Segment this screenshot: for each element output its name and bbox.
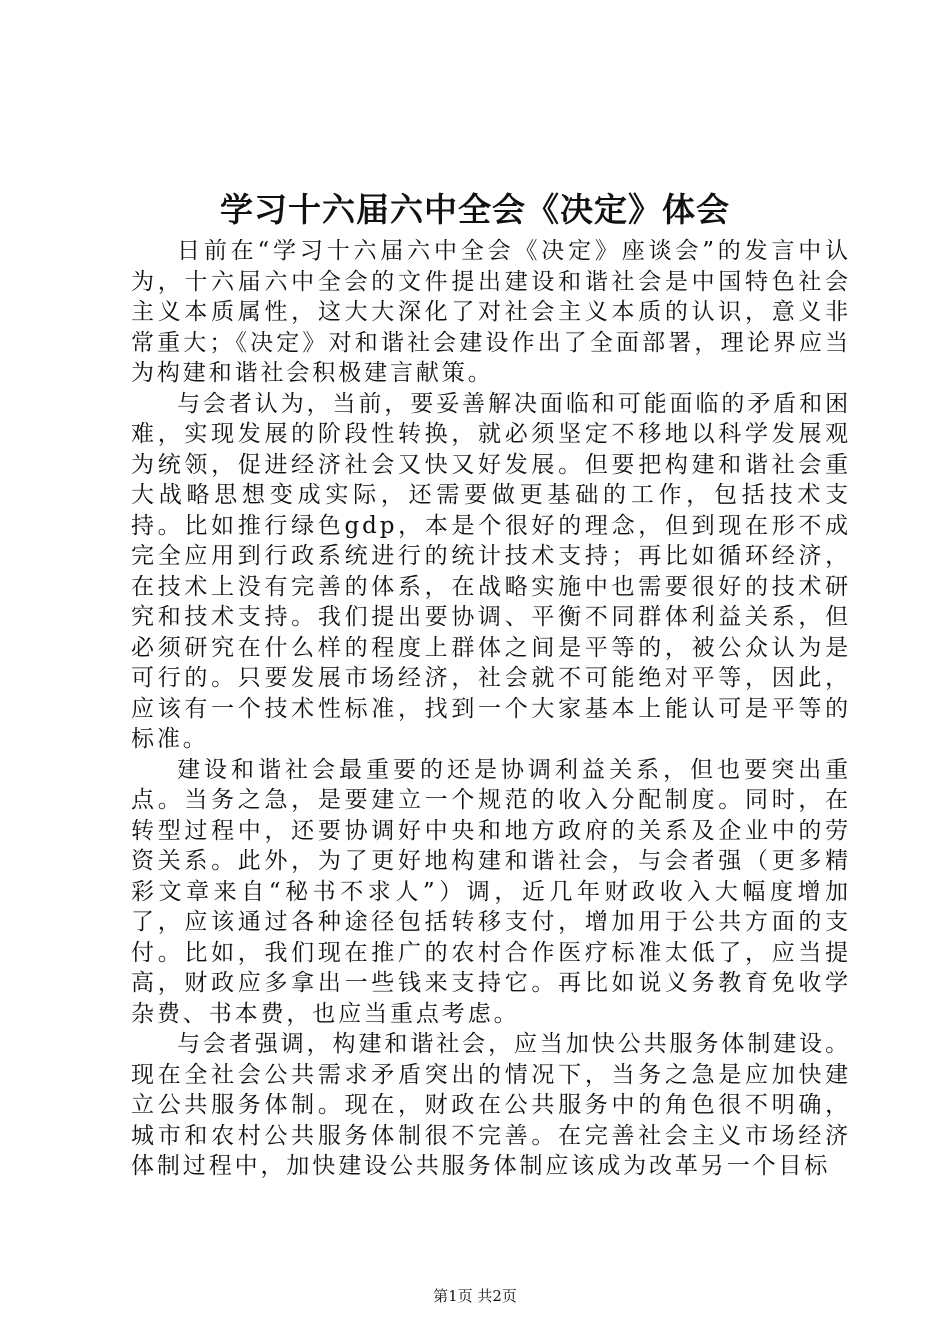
page-footer: 第1页 共2页	[433, 1287, 517, 1305]
paragraph-4: 与会者强调，构建和谐社会，应当加快公共服务体制建设。现在全社会公共需求矛盾突出的情况下，当务之急是应加快建立公共服务体制。现在，财政在公共服务中的角色很不明确，城市和农村公共服务体制很不完善。在完善社会主义市场经济体制过程中，加快建设公共服务体制应该成为改革另一个目标	[131, 1031, 851, 1179]
paragraph-1: 日前在“学习十六届六中全会《决定》座谈会”的发言中认为，十六届六中全会的文件提出建设和谐社会是中国特色社会主义本质属性，这大大深化了对社会主义本质的认识，意义非常重大；《决定》对和谐社会建设作出了全面部署，理论界应当为构建和谐社会积极建言献策。	[131, 238, 851, 386]
paragraph-2: 与会者认为，当前，要妥善解决面临和可能面临的矛盾和困难，实现发展的阶段性转换，就必须坚定不移地以科学发展观为统领，促进经济社会又快又好发展。但要把构建和谐社会重大战略思想变成实际，还需要做更基础的工作，包括技术支持。比如推行绿色gdp，本是个很好的理念，但到现在形不成完全应用到行政系统进行的统计技术支持；再比如循环经济，在技术上没有完善的体系，在战略实施中也需要很好的技术研究和技术支持。我们提出要协调、平衡不同群体利益关系，但必须研究在什么样的程度上群体之间是平等的，被公众认为是可行的。只要发展市场经济，社会就不可能绝对平等，因此，应该有一个技术性标准，找到一个大家基本上能认可是平等的标准。	[131, 390, 851, 752]
paragraph-3: 建设和谐社会最重要的还是协调利益关系，但也要突出重点。当务之急，是要建立一个规范的收入分配制度。同时，在转型过程中，还要协调好中央和地方政府的关系及企业中的劳资关系。此外，为了更好地构建和谐社会，与会者强（更多精彩文章来自“秘书不求人”）调，近几年财政收入大幅度增加了，应该通过各种途径包括转移支付，增加用于公共方面的支付。比如，我们现在推广的农村合作医疗标准太低了，应当提高，财政应多拿出一些钱来支持它。再比如说义务教育免收学杂费、书本费，也应当重点考虑。	[131, 756, 851, 1027]
document-title: 学习十六届六中全会《决定》体会	[220, 190, 730, 229]
document-body	[131, 236, 851, 1182]
